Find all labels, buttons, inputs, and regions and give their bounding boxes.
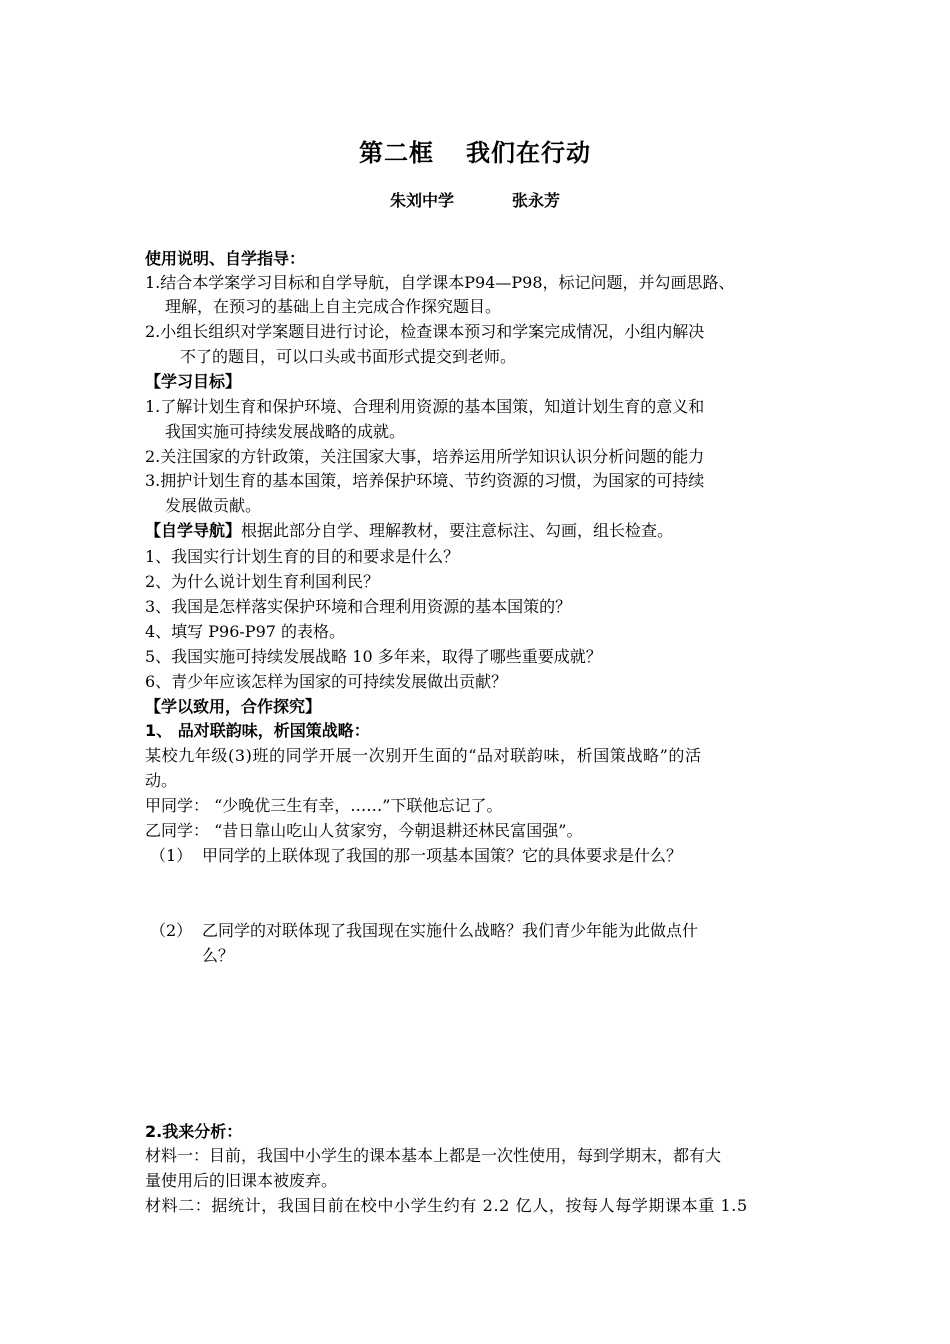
page-title [0,133,950,168]
guide-heading-rest: 根据此部分自学、理解教材，要注意标注、勾画，组长检查。 [241,521,674,540]
material-2-line-1: 材料二：据统计，我国目前在校中小学生约有 2.2 亿人，按每人每学期课本重 1.5 [145,1196,748,1215]
explore-question-2-line-2: 么？ [202,946,235,965]
material-1-line-1: 材料一：目前，我国中小学生的课本基本上都是一次性使用，每到学期末，都有大 [145,1146,722,1165]
analysis-heading: 2.我来分析： [145,1122,243,1141]
guide-question-3: 3、我国是怎样落实保护环境和合理利用资源的基本国策的？ [145,597,572,616]
guide-question-4: 4、填写 P96-P97 的表格。 [145,622,346,641]
explore-question-1 [150,845,682,867]
question-number: （1） [150,846,193,865]
goal-1-line-1: 1.了解计划生育和保护环境、合理利用资源的基本国策，知道计划生育的意义和 [145,397,705,416]
instruction-1-line-1: 1.结合本学案学习目标和自学导航，自学课本P94—P98，标记问题，并勾画思路、 [145,273,735,292]
instructions-heading: 使用说明、自学指导： [145,249,306,268]
guide-question-2: 2、为什么说计划生育利国利民？ [145,572,380,591]
instruction-2-line-2: 不了的题目，可以口头或书面形式提交到老师。 [180,347,517,366]
instruction-2-line-1: 2.小组长组织对学案题目进行讨论，检查课本预习和学案完成情况，小组内解决 [145,322,705,341]
student-a-couplet: 甲同学： “少晚优三生有幸，……”下联他忘记了。 [145,796,503,815]
title-part2: 我们在行动 [466,139,591,167]
question-text: 乙同学的对联体现了我国现在实施什么战略？我们青少年能为此做点什 [202,921,699,940]
explore-subheading-1: 1、 品对联韵味，析国策战略： [145,721,370,740]
author-school: 朱刘中学 [389,191,454,210]
goal-3-line-1: 3.拥护计划生育的基本国策，培养保护环境、节约资源的习惯，为国家的可持续 [145,471,705,490]
guide-question-6: 6、青少年应该怎样为国家的可持续发展做出贡献？ [145,672,508,691]
material-1-line-2: 量使用后的旧课本被废弃。 [145,1171,338,1190]
guide-question-1: 1、我国实行计划生育的目的和要求是什么？ [145,547,460,566]
explore-paragraph-line-1: 某校九年级(3)班的同学开展一次别开生面的“品对联韵味，析国策战略”的活 [145,746,702,765]
guide-heading: 【自学导航】 [145,521,242,540]
goals-heading: 【学习目标】 [145,372,242,391]
goal-1-line-2: 我国实施可持续发展战略的成就。 [165,422,406,441]
instruction-1-line-2: 理解，在预习的基础上自主完成合作探究题目。 [165,297,502,316]
guide-question-5: 5、我国实施可持续发展战略 10 多年来，取得了哪些重要成就？ [145,647,602,666]
title-part1: 第二框 [359,139,434,167]
explore-heading: 【学以致用，合作探究】 [145,697,322,716]
explore-question-2 [150,920,698,942]
question-number: （2） [150,921,193,940]
student-b-couplet: 乙同学： “昔日靠山吃山人贫家穷，今朝退耕还林民富国强”。 [145,821,583,840]
author-name: 张永芳 [512,191,561,210]
guide-line [145,520,673,542]
author-line [0,188,950,211]
question-text: 甲同学的上联体现了我国的那一项基本国策？它的具体要求是什么？ [202,846,683,865]
explore-paragraph-line-2: 动。 [145,771,178,790]
goal-2: 2.关注国家的方针政策，关注国家大事，培养运用所学知识认识分析问题的能力 [145,447,705,466]
goal-3-line-2: 发展做贡献。 [165,496,262,515]
